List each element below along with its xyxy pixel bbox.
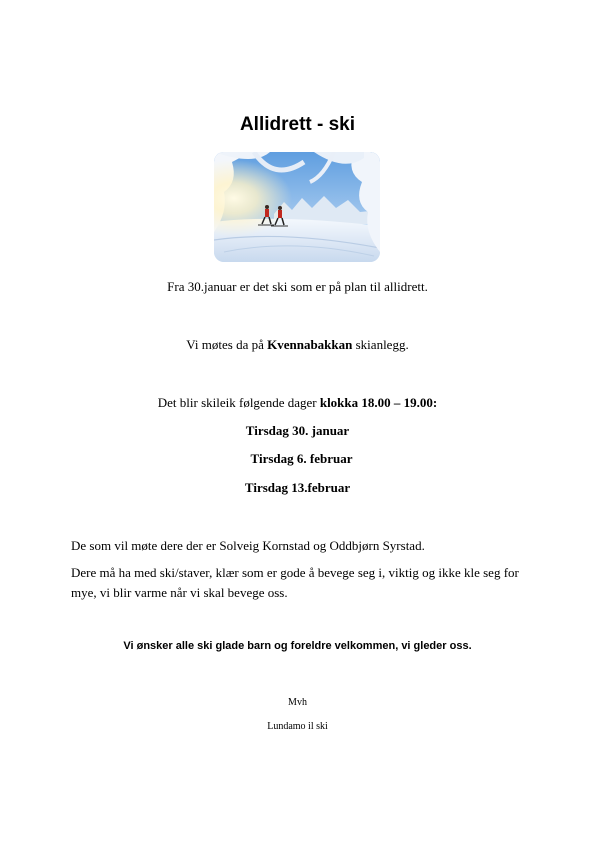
- schedule-date: Tirsdag 6. februar: [250, 451, 353, 466]
- schedule-time: klokka 18.00 – 19.00:: [319, 395, 438, 410]
- meeting-place: Kvennabakkan: [267, 337, 353, 352]
- meeting-suffix: skianlegg.: [352, 337, 409, 352]
- winter-ski-photo: [214, 152, 380, 262]
- schedule-date: Tirsdag 13.februar: [244, 480, 351, 495]
- schedule-date: Tirsdag 30. januar: [245, 423, 350, 438]
- closing-text: Vi ønsker alle ski glade barn og foreldre velkommen, vi gleder oss.: [123, 640, 472, 652]
- schedule-prefix: Det blir skileik følgende dager: [157, 395, 320, 410]
- schedule-text: [0, 395, 595, 411]
- equipment-text: Dere må ha med ski/staver, klær som er gode å bevege seg i, viktig og ikke kle seg for mye, vi blir varme når vi skal bevege oss.: [71, 565, 519, 600]
- signature-text: Lundamo il ski: [267, 721, 328, 732]
- meeting-text: [0, 337, 595, 353]
- page-title: Allidrett - ski: [239, 114, 356, 135]
- contacts-text: De som vil møte dere der er Solveig Kornstad og Oddbjørn Syrstad.: [71, 538, 425, 553]
- meeting-prefix: Vi møtes da på: [186, 337, 268, 352]
- intro-text: Fra 30.januar er det ski som er på plan til allidrett.: [167, 279, 428, 294]
- signoff-text: Mvh: [288, 697, 307, 708]
